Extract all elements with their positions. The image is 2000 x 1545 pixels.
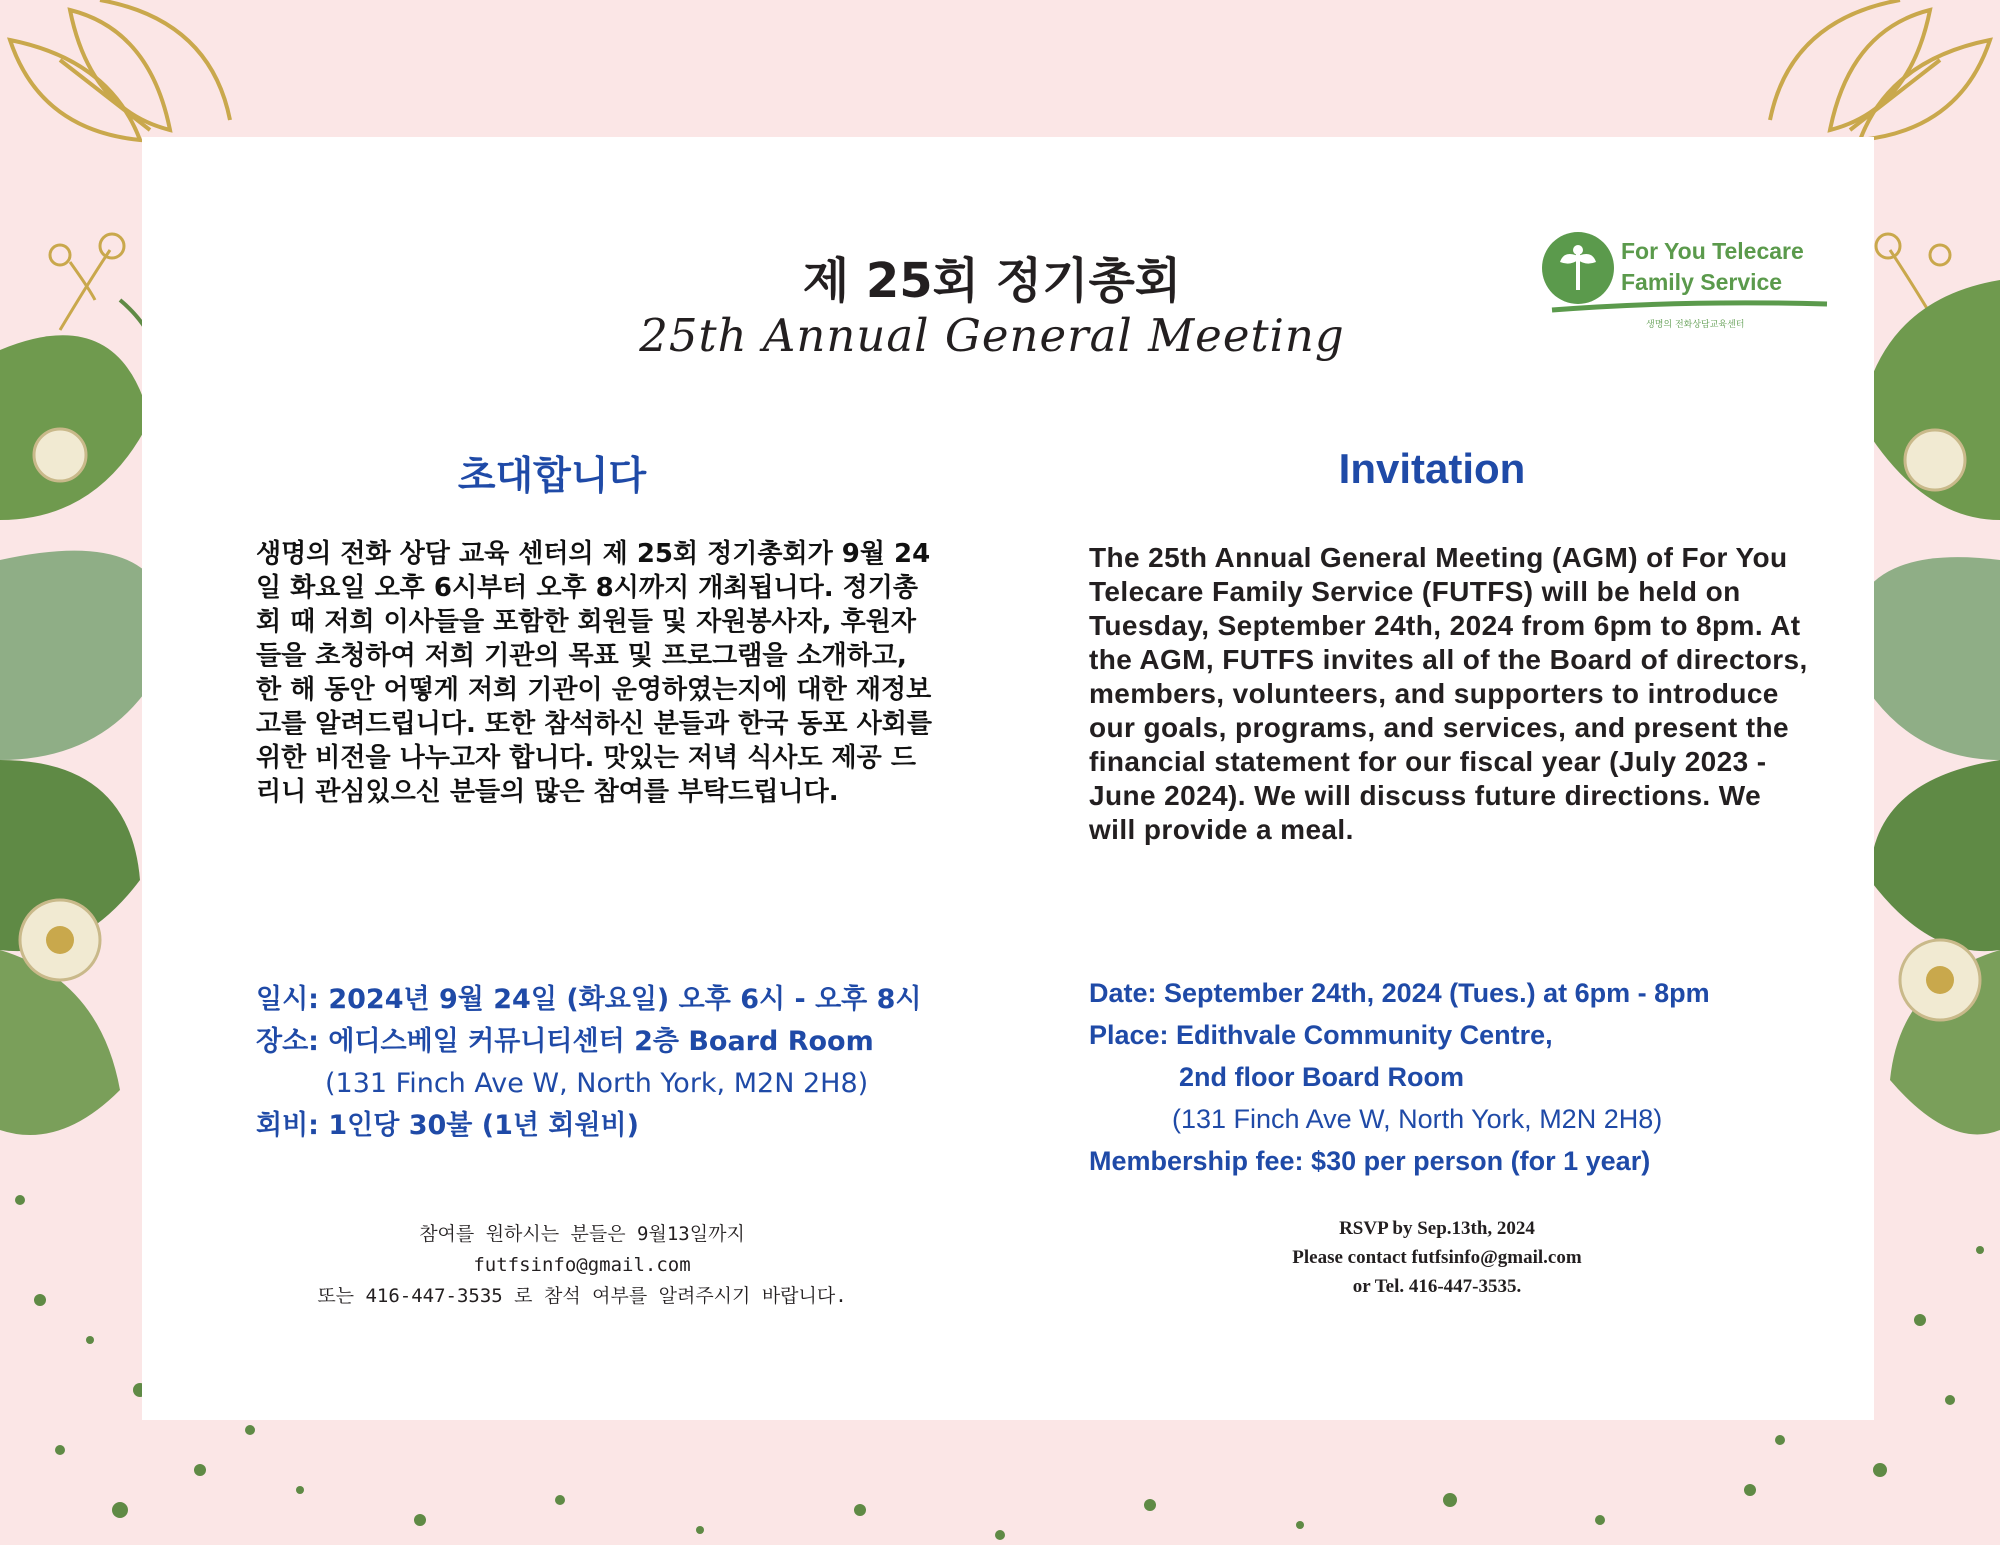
english-rsvp-line1: RSVP by Sep.13th, 2024 bbox=[1339, 1218, 1535, 1239]
english-paragraph: The 25th Annual General Meeting (AGM) of For You Telecare Family Service (FUTFS) will be held on Tuesday, September 24th, 2024 from 6pm to 8pm. At the AGM, FUTFS invites all of the Board of directors, members, volunteers, and supporters to introduce our goals, programs, and services, and present the financial statement for our fiscal year (July 2023 - June 2024). We will discuss future directions. We will provide a meal. bbox=[1089, 542, 1808, 845]
invitation-card bbox=[142, 137, 1874, 1420]
logo-swoosh-icon bbox=[1542, 296, 1832, 316]
korean-rsvp-line3: 또는 416-447-3535 로 참석 여부를 알려주시기 바랍니다. bbox=[317, 1285, 847, 1307]
english-rsvp-phone: or Tel. 416-447-3535. bbox=[1352, 1276, 1522, 1297]
english-place-room: 2nd floor Board Room bbox=[1179, 1062, 1464, 1092]
korean-date: 일시: 2024년 9월 24일 (화요일) 오후 6시 - 오후 8시 bbox=[256, 984, 922, 1015]
english-address: (131 Finch Ave W, North York, M2N 2H8) bbox=[1172, 1104, 1663, 1134]
organization-logo bbox=[1542, 232, 1832, 342]
english-heading: Invitation bbox=[1338, 445, 1526, 492]
korean-event-details bbox=[256, 979, 922, 1147]
korean-fee: 회비: 1인당 30불 (1년 회원비) bbox=[256, 1110, 639, 1141]
gold-leaf-icon bbox=[1770, 0, 1990, 140]
english-event-details bbox=[1089, 972, 1710, 1182]
korean-paragraph: 생명의 전화 상담 교육 센터의 제 25회 정기총회가 9월 24일 화요일 오후 6시부터 오후 8시까지 개최됩니다. 정기총회 때 저희 이사들을 포함한 회원들 및 자원봉사자, 후원자들을 초청하여 저희 기관의 목표 및 프로그램을 소개하고, 한 해 동안 어떻게 저희 기관이 운영하였는지에 대한 재정보고를 알려드립니다. 또한 참석하신 분들과 한국 동포 사회를 위한 비전을 나누고자 합니다. 맛있는 저녁 식사도 제공 드리니 관심있으신 분들의 많은 참여를 부탁드립니다. bbox=[256, 539, 933, 807]
korean-rsvp-line1: 참여를 원하시는 분들은 9월13일까지 bbox=[419, 1223, 745, 1245]
korean-address: (131 Finch Ave W, North York, M2N 2H8) bbox=[325, 1068, 869, 1099]
page-title-korean: 제 25회 정기총회 bbox=[802, 253, 1182, 309]
english-rsvp bbox=[1187, 1214, 1687, 1301]
korean-rsvp bbox=[282, 1219, 882, 1312]
logo-tagline: 생명의 전화상담교육센터 bbox=[1646, 320, 1745, 330]
gold-leaf-icon bbox=[10, 0, 230, 140]
english-date: Date: September 24th, 2024 (Tues.) at 6pm - 8pm bbox=[1089, 978, 1710, 1008]
gold-branch-icon bbox=[50, 234, 124, 330]
korean-place: 장소: 에디스베일 커뮤니티센터 2층 Board Room bbox=[256, 1026, 874, 1057]
korean-heading: 초대합니다 bbox=[457, 454, 647, 499]
logo-name-line1: For You Telecare bbox=[1621, 238, 1804, 264]
logo-emblem-icon bbox=[1542, 232, 1614, 304]
page-title-english: 25th Annual General Meeting bbox=[639, 309, 1345, 362]
korean-rsvp-email: futfsinfo@gmail.com bbox=[473, 1254, 691, 1276]
english-rsvp-contact: Please contact futfsinfo@gmail.com bbox=[1292, 1247, 1582, 1268]
logo-name-line2: Family Service bbox=[1621, 269, 1783, 295]
english-place: Place: Edithvale Community Centre, bbox=[1089, 1020, 1553, 1050]
english-fee: Membership fee: $30 per person (for 1 year) bbox=[1089, 1146, 1651, 1176]
